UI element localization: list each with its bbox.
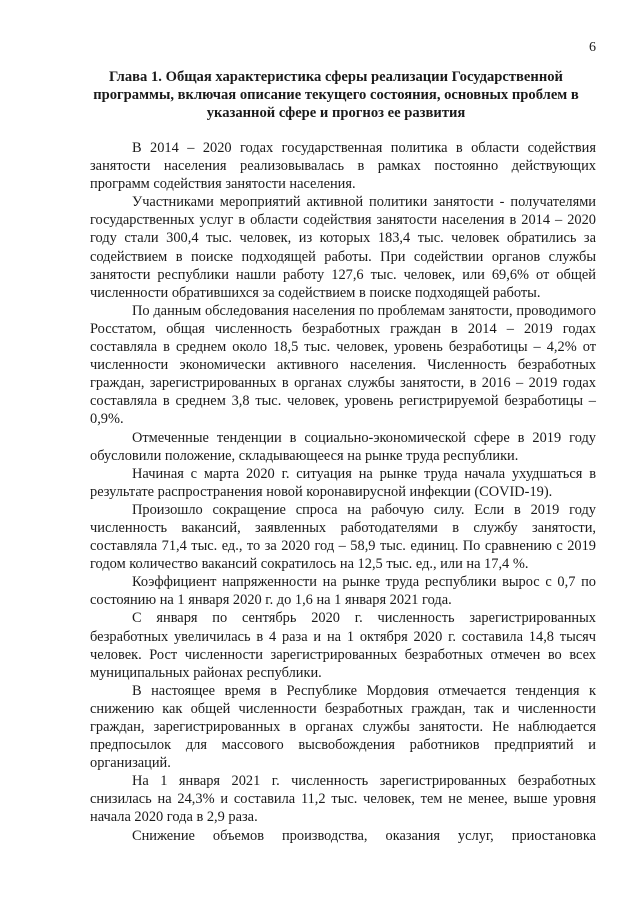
paragraph: Отмеченные тенденции в социально-экономической сфере в 2019 году обусловили положение, складывающееся на рынке труда республики. [90,429,596,464]
paragraph: Произошло сокращение спроса на рабочую силу. Если в 2019 году численность вакансий, заявленных работодателями в службу занятости, составляла 71,4 тыс. ед., то за 2020 год – 58,9 тыс. единиц. По сравнению с 2019 годом количество вакансий сократилось на 12,5 тыс. ед., или на 17,4 %. [90,501,596,573]
paragraph: Коэффициент напряженности на рынке труда республики вырос с 0,7 по состоянию на 1 января 2020 г. до 1,6 на 1 января 2021 года. [90,574,596,609]
paragraph: С января по сентябрь 2020 г. численность зарегистрированных безработных увеличилась в 4 раза и на 1 октября 2020 г. составила 14,8 тысяч человек. Рост численности зарегистрированных безработных отмечен во всех муниципальных районах республики. [90,610,596,681]
paragraph: Участниками мероприятий активной политики занятости - получателями государственных услуг в области содействия занятости населения в 2014 – 2020 году стали 300,4 тыс. человек, из которых 183,4 тыс. человек обратились за содействием в поиске подходящей работы. При содействии органов службы занятости республики нашли работу 127,6 тыс. человек, или 69,6% от общей численности обратившихся за содействием в поиске подходящей работы. [90,194,596,301]
paragraph: Начиная с марта 2020 г. ситуация на рынке труда начала ухудшаться в результате распространения новой коронавирусной инфекции (COVID-19). [90,465,596,500]
paragraph: Снижение объемов производства, оказания услуг, приостановка [132,827,596,844]
chapter-heading: Глава 1. Общая характеристика сферы реализации Государственной программы, включая описание текущего состояния, основных проблем в указанной сфере и прогноз ее развития [93,69,579,121]
page-number: 6 [589,40,596,55]
paragraph: В 2014 – 2020 годах государственная политика в области содействия занятости населения реализовывалась в рамках постоянно действующих программ содействия занятости населения. [90,140,596,193]
paragraph: На 1 января 2021 г. численность зарегистрированных безработных снизилась на 24,3% и составила 11,2 тыс. человек, тем не менее, выше уровня начала 2020 года в 2,9 раза. [90,773,596,826]
paragraph: По данным обследования населения по проблемам занятости, проводимого Росстатом, общая численность безработных граждан в 2014 – 2019 годах составляла в среднем около 18,5 тыс. человек, уровень безработицы – 4,2% от численности экономически активного населения. Численность безработных граждан, зарегистрированных в органах службы занятости, в 2016 – 2019 годах составляла в среднем 3,8 тыс. человек, уровень регистрируемой безработицы – 0,9%. [90,302,596,428]
paragraph: В настоящее время в Республике Мордовия отмечается тенденция к снижению как общей численности безработных граждан, так и численности граждан, зарегистрированных в органах службы занятости. Не наблюдается предпосылок для массового высвобождения работников предприятий и организаций. [90,682,596,772]
document-body [90,139,596,845]
